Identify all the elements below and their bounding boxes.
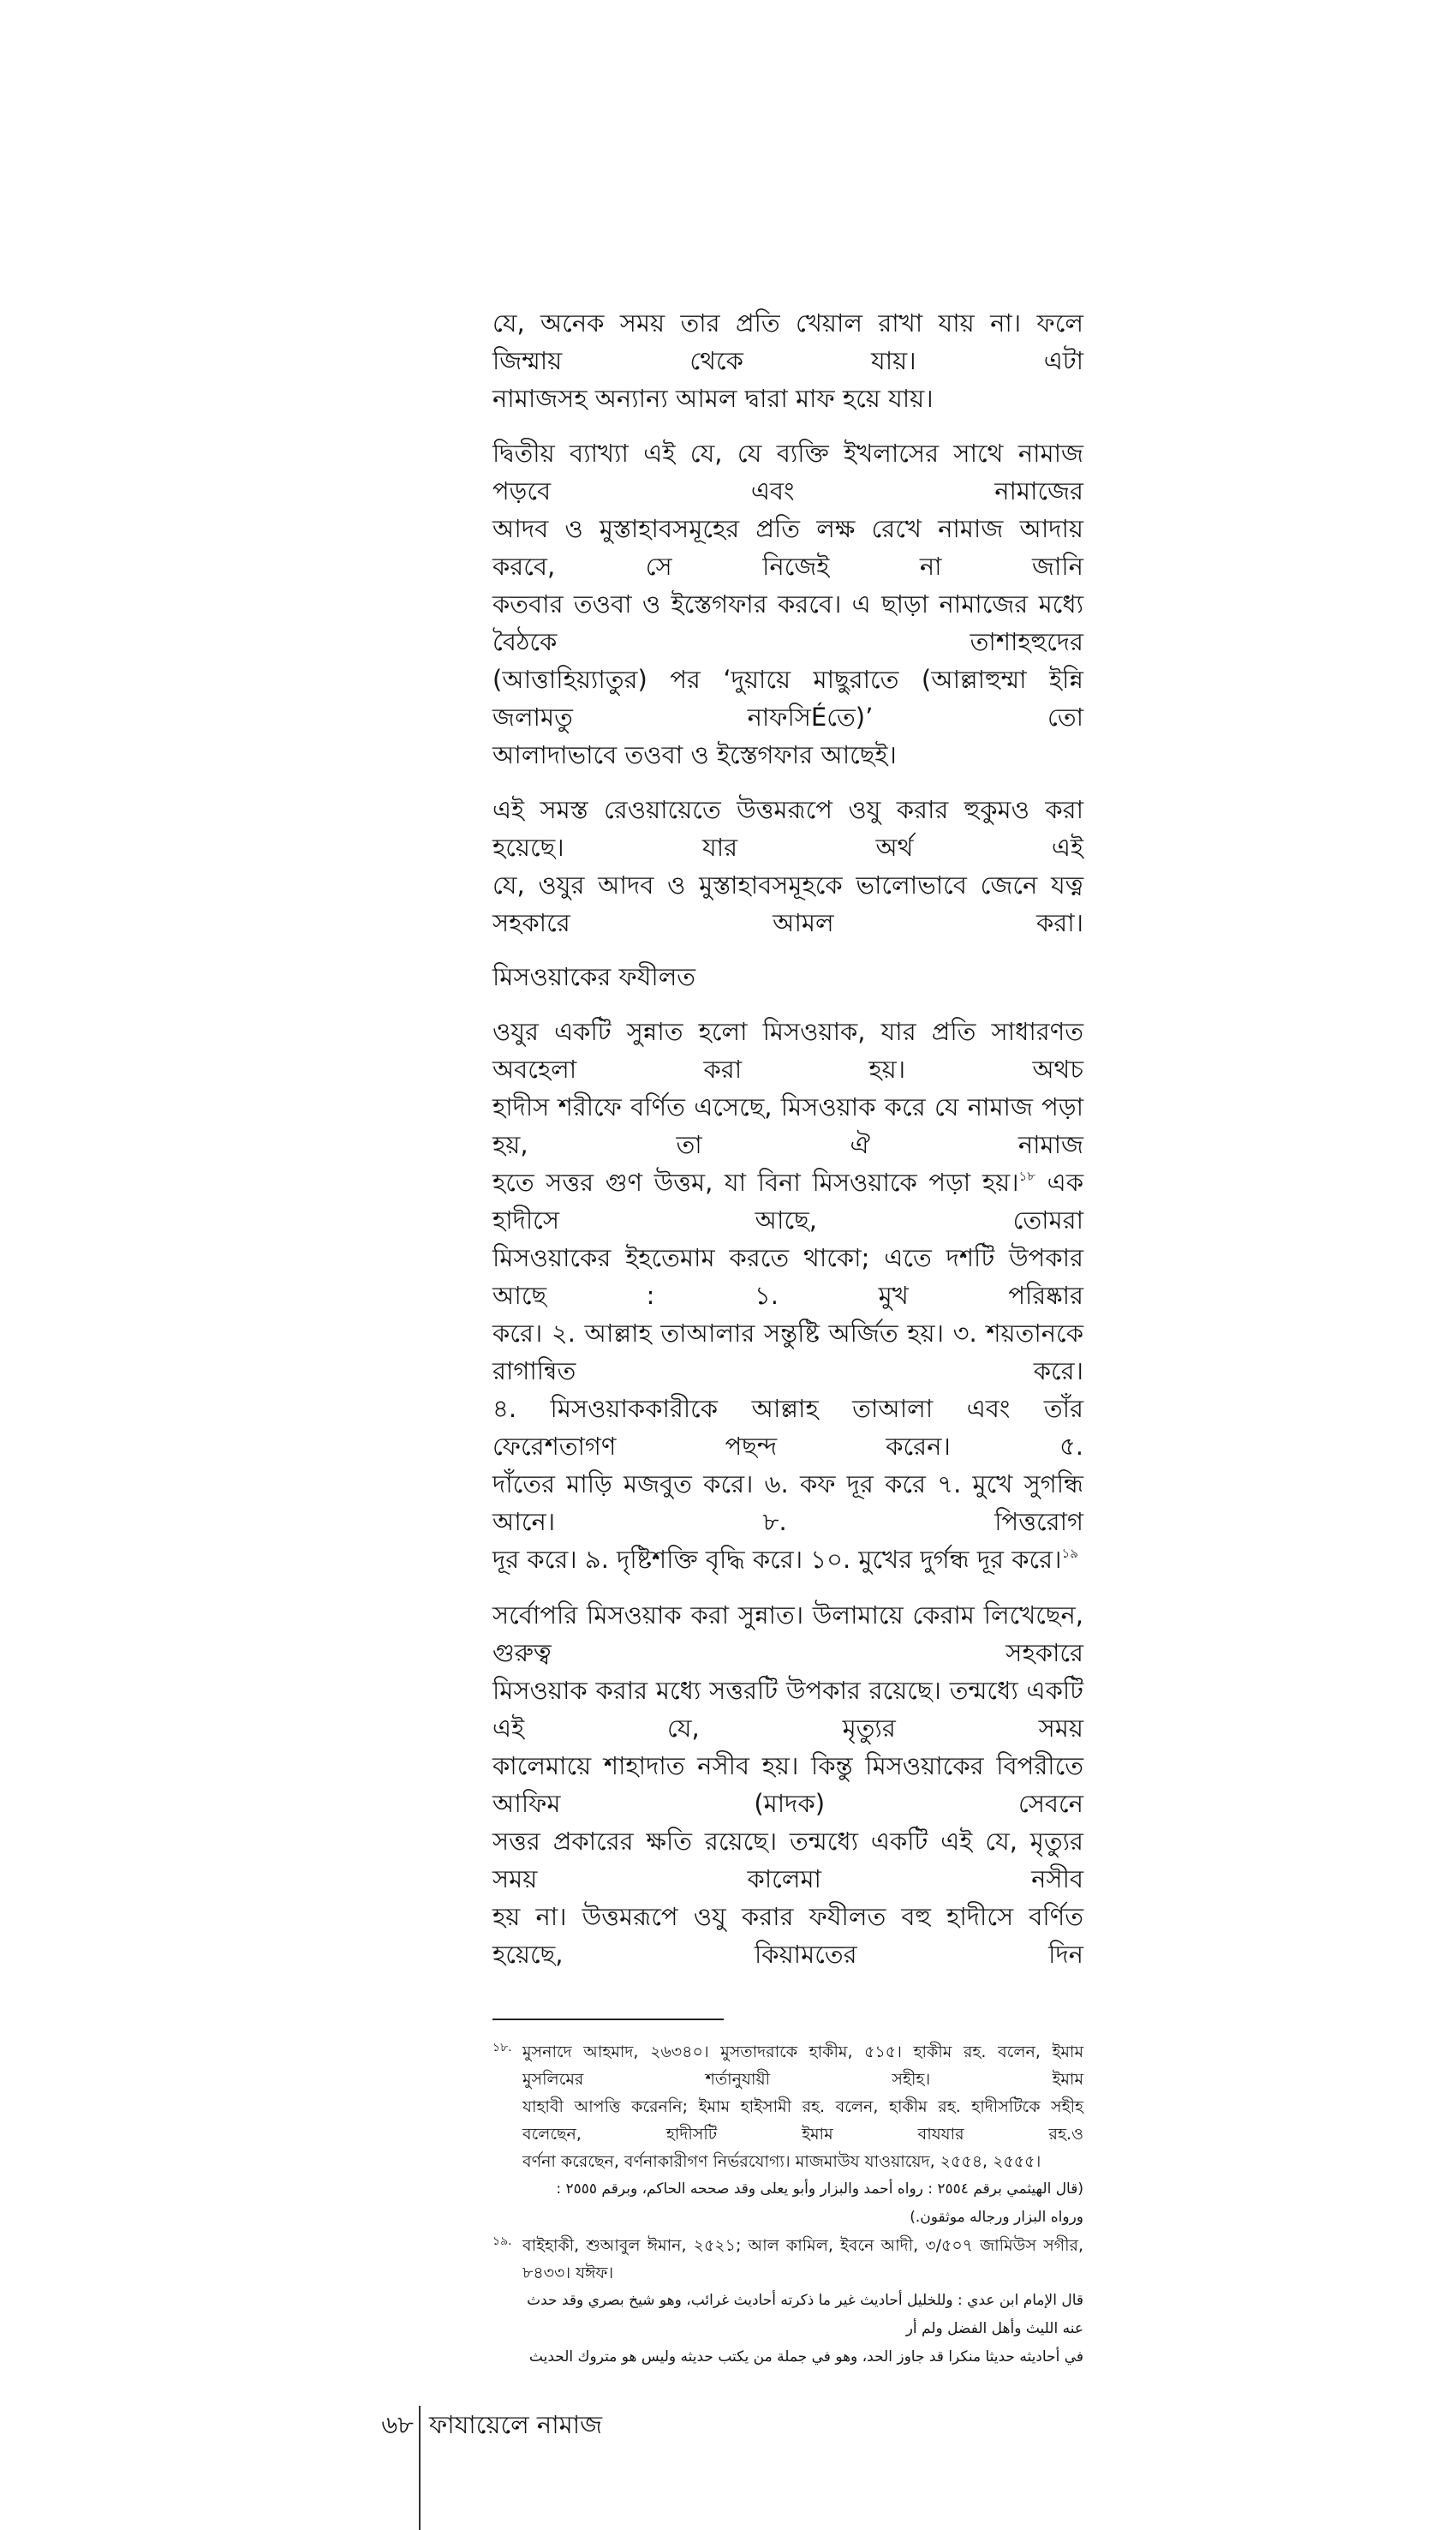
body-line: আদব ও মুস্তাহাবসমূহের প্রতি লক্ষ রেখে নামাজ আদায় করবে, সে নিজেই না জানি <box>492 514 1083 581</box>
body-line: যে, অনেক সময় তার প্রতি খেয়াল রাখা যায় না। ফলে জিম্মায় থেকে যায়। এটা <box>492 308 1083 375</box>
body-line: ৪. মিসওয়াককারীকে আল্লাহ তাআলা এবং তাঁর ফেরেশতাগণ পছন্দ করেন। ৫. <box>492 1394 1083 1461</box>
section-heading: মিসওয়াকের ফযীলত <box>492 962 696 991</box>
book-title: ফাযায়েলে নামাজ <box>429 2410 603 2439</box>
footnote-reference: ১৮ <box>1018 1169 1036 1184</box>
footnote-reference: ১৯ <box>1061 1546 1078 1561</box>
body-line: হাদীস শরীফে বর্ণিত এসেছে, মিসওয়াক করে যে নামাজ পড়া হয়, তা ঐ নামাজ <box>492 1092 1083 1159</box>
body-line: ওযুর একটি সুন্নাত হলো মিসওয়াক, যার প্রতি সাধারণত অবহেলা করা হয়। অথচ <box>492 1017 1083 1084</box>
body-line: করে। ২. আল্লাহ তাআলার সন্তুষ্টি অর্জিত হয়। ৩. শয়তানকে রাগান্বিত করে। <box>492 1319 1083 1385</box>
body-line: আলাদাভাবে তওবা ও ইস্তেগফার আছেই। <box>492 740 897 769</box>
page-footer <box>377 2406 1083 2530</box>
body-paragraph <box>492 1013 1083 1578</box>
footnote-line: বর্ণনা করেছেন, বর্ণনাকারীগণ নির্ভরযোগ্য। মাজমাউয যাওয়ায়েদ, ২৫৫৪, ২৫৫৫। <box>522 2152 1041 2171</box>
body-paragraph <box>492 434 1083 774</box>
body-line: হয় না। উত্তমরূপে ওযু করার ফযীলত বহু হাদীসে বর্ণিত হয়েছে, কিয়ামতের দিন <box>492 1902 1083 1969</box>
footnote-marker: ১৮. <box>492 2041 512 2055</box>
footnote-arabic-line: (قال الهيثمي برقم ٢٥٥٤ : رواه أحمد والبزار وأبو يعلى وقد صححه الحاكم، وبرقم ٢٥٥٥ : ورواه البزار ورجاله موثقون.) <box>556 2180 1083 2226</box>
page-number: ৬৮ <box>381 2410 414 2439</box>
section-heading-block <box>492 958 1083 996</box>
body-line: কতবার তওবা ও ইস্তেগফার করবে। এ ছাড়া নামাজের মধ্যে বৈঠকে তাশাহহুদের <box>492 589 1083 656</box>
body-paragraph <box>492 304 1083 417</box>
footnote-marker: ১৯. <box>492 2234 512 2248</box>
body-line: মিসওয়াকের ইহতেমাম করতে থাকো; এতে দশটি উপকার আছে : ১. মুখ পরিষ্কার <box>492 1243 1083 1310</box>
body-line: (আত্তাহিয়্যাতুর) পর ‘দুয়ায়ে মাছুরাতে (আল্লাহুম্মা ইন্নি জলামতু নাফসিÉতে)’ তো <box>492 665 1083 732</box>
body-line: এই সমস্ত রেওয়ায়েতে উত্তমরূপে ওযু করার হুকুমও করা হয়েছে। যার অর্থ এই <box>492 795 1083 862</box>
footnote-line: মুসনাদে আহমাদ, ২৬৩৪০। মুসতাদরাকে হাকীম, ৫১৫। হাকীম রহ. বলেন, ইমাম মুসলিমের শর্তানুযায়ী সহীহ। ইমাম <box>522 2043 1083 2089</box>
body-line: কালেমায়ে শাহাদাত নসীব হয়। কিন্তু মিসওয়াকের বিপরীতে আফিম (মাদক) সেবনে <box>492 1751 1083 1818</box>
footnote-arabic-line: في أحاديثه حديثا منكرا قد جاوز الحد، وهو في جملة من يكتب حديثه وليس هو متروك الحديث <box>528 2348 1083 2366</box>
body-line-text: এক হাদীসে আছে, তোমরা <box>492 1168 1083 1235</box>
footnote <box>492 2232 1083 2372</box>
body-paragraph <box>492 791 1083 942</box>
page-content <box>381 304 1083 2530</box>
body-line: নামাজসহ অন্যান্য আমল দ্বারা মাফ হয়ে যায়। <box>492 384 934 413</box>
body-line-with-footnote-ref <box>492 1540 1083 1578</box>
footnotes <box>492 2038 1083 2372</box>
footnote-arabic-line: قال الإمام ابن عدي : وللخليل أحاديث غير ما ذكرته أحاديث غرائب، وهو شيخ بصري وقد حدث عنه الليث وأهل الفضل ولم أر <box>527 2292 1083 2337</box>
body-line-text: দূর করে। ৯. দৃষ্টিশক্তি বৃদ্ধি করে। ১০. মুখের দুর্গন্ধ দূর করে। <box>492 1545 1062 1574</box>
body-line: মিসওয়াক করার মধ্যে সত্তরটি উপকার রয়েছে। তন্মধ্যে একটি এই যে, মৃত্যুর সময় <box>492 1676 1083 1743</box>
footnote-body <box>522 2038 1083 2232</box>
body-line: সর্বোপরি মিসওয়াক করা সুন্নাত। উলামায়ে কেরাম লিখেছেন, গুরুত্ব সহকারে <box>492 1600 1083 1667</box>
body-line: দাঁতের মাড়ি মজবুত করে। ৬. কফ দূর করে ৭. মুখে সুগন্ধি আনে। ৮. পিত্তরোগ <box>492 1469 1083 1536</box>
body-line-with-footnote-ref <box>492 1163 1083 1239</box>
footnote-line: যাহাবী আপত্তি করেননি; ইমাম হাইসামী রহ. বলেন, হাকীম রহ. হাদীসটিকে সহীহ বলেছেন, হাদীসটি ইমাম বাযযার রহ.ও <box>522 2097 1083 2144</box>
body-line: যে, ওযুর আদব ও মুস্তাহাবসমূহকে ভালোভাবে জেনে যত্ন সহকারে আমল করা। <box>492 870 1083 937</box>
footnote-line: বাইহাকী, শুআবুল ঈমান, ২৫২১; আল কামিল, ইবনে আদী, ৩/৫০৭ জামিউস সগীর, ৮৪৩৩। যঈফ। <box>522 2236 1083 2282</box>
body-line: সত্তর প্রকারের ক্ষতি রয়েছে। তন্মধ্যে একটি এই যে, মৃত্যুর সময় কালেমা নসীব <box>492 1827 1083 1893</box>
running-title <box>419 2406 602 2530</box>
body-line: দ্বিতীয় ব্যাখ্যা এই যে, যে ব্যক্তি ইখলাসের সাথে নামাজ পড়বে এবং নামাজের <box>492 439 1083 505</box>
body-paragraph <box>492 1596 1083 1973</box>
body-line-text: হতে সত্তর গুণ উত্তম, যা বিনা মিসওয়াকে পড়া হয়। <box>492 1168 1019 1197</box>
footnote <box>492 2038 1083 2232</box>
footnote-separator <box>492 2019 724 2020</box>
footnote-body <box>522 2232 1083 2372</box>
